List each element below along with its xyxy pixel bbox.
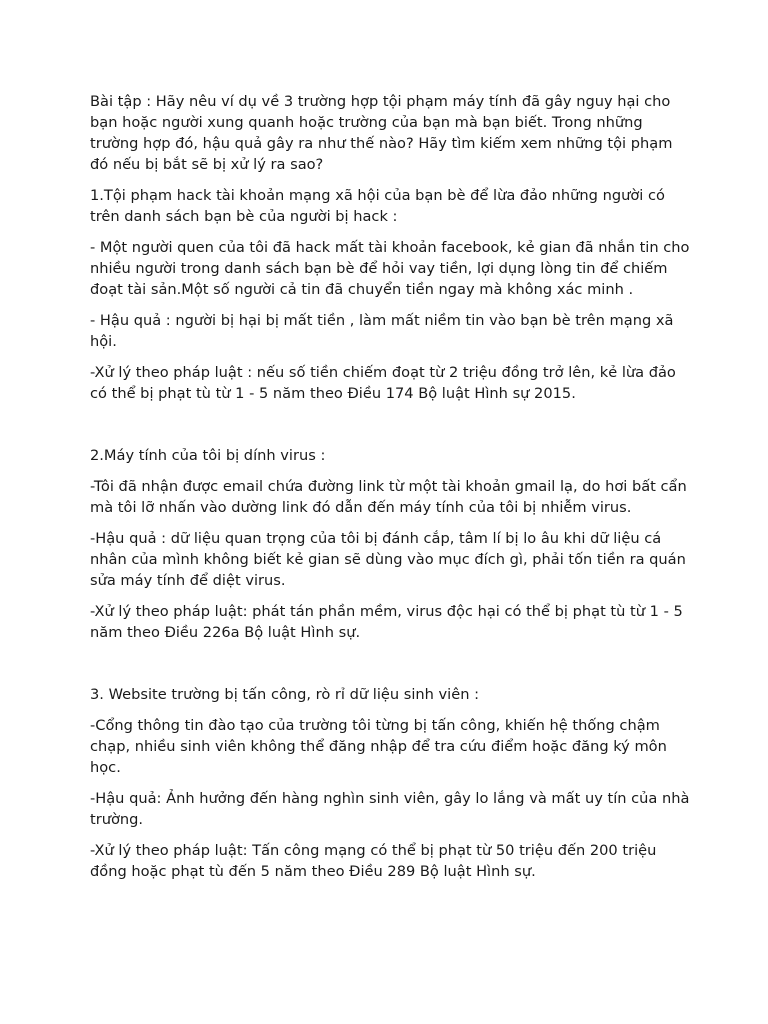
exercise-prompt: Bài tập : Hãy nêu ví dụ về 3 trường hợp tội phạm máy tính đã gây nguy hại cho bạn hoặc người xung quanh hoặc trường của bạn mà bạn biết. Trong những trường hợp đó, hậu quả gây ra như thế nào? Hãy tìm kiếm xem những tội phạm đó nếu bị bắt sẽ bị xử lý ra sao?: [90, 93, 673, 173]
document-body: [90, 91, 690, 892]
case3-title: 3. Website trường bị tấn công, rò rỉ dữ liệu sinh viên :: [90, 686, 480, 703]
case3-consequence: -Hậu quả: Ảnh hưởng đến hàng nghìn sinh viên, gây lo lắng và mất uy tín của nhà trường.: [90, 790, 690, 828]
case3-legal: -Xử lý theo pháp luật: Tấn công mạng có thể bị phạt từ 50 triệu đến 200 triệu đồng hoặc phạt tù đến 5 năm theo Điều 289 Bộ luật Hình sự.: [90, 842, 657, 880]
case1-description: - Một người quen của tôi đã hack mất tài khoản facebook, kẻ gian đã nhắn tin cho nhiều người trong danh sách bạn bè để hỏi vay tiền, lợi dụng lòng tin để chiếm đoạt tài sản.Một số người cả tin đã chuyển tiền ngay mà không xác minh .: [90, 239, 690, 298]
case1-title: 1.Tội phạm hack tài khoản mạng xã hội của bạn bè để lừa đảo những người có trên danh sách bạn bè của người bị hack :: [90, 187, 665, 225]
case2-consequence: -Hậu quả : dữ liệu quan trọng của tôi bị đánh cắp, tâm lí bị lo âu khi dữ liệu cá nhân của mình không biết kẻ gian sẽ dùng vào mục đích gì, phải tốn tiền ra quán sửa máy tính để diệt virus.: [90, 530, 686, 589]
case1-consequence: - Hậu quả : người bị hại bị mất tiền , làm mất niềm tin vào bạn bè trên mạng xã hội.: [90, 312, 674, 350]
case2-description: -Tôi đã nhận được email chứa đường link từ một tài khoản gmail lạ, do hơi bất cẩn mà tôi lỡ nhấn vào dường link đó dẫn đến máy tính của tôi bị nhiễm virus.: [90, 478, 687, 516]
case2-legal: -Xử lý theo pháp luật: phát tán phần mềm, virus độc hại có thể bị phạt tù từ 1 - 5 năm theo Điều 226a Bộ luật Hình sự.: [90, 603, 683, 641]
case1-legal: -Xử lý theo pháp luật : nếu số tiền chiếm đoạt từ 2 triệu đồng trở lên, kẻ lừa đảo có thể bị phạt tù từ 1 - 5 năm theo Điều 174 Bộ luật Hình sự 2015.: [90, 364, 676, 402]
case3-description: -Cổng thông tin đào tạo của trường tôi từng bị tấn công, khiến hệ thống chậm chạp, nhiều sinh viên không thể đăng nhập để tra cứu điểm hoặc đăng ký môn học.: [90, 717, 667, 776]
section-spacer: [90, 414, 690, 445]
section-spacer: [90, 653, 690, 684]
case2-title: 2.Máy tính của tôi bị dính virus :: [90, 447, 326, 464]
